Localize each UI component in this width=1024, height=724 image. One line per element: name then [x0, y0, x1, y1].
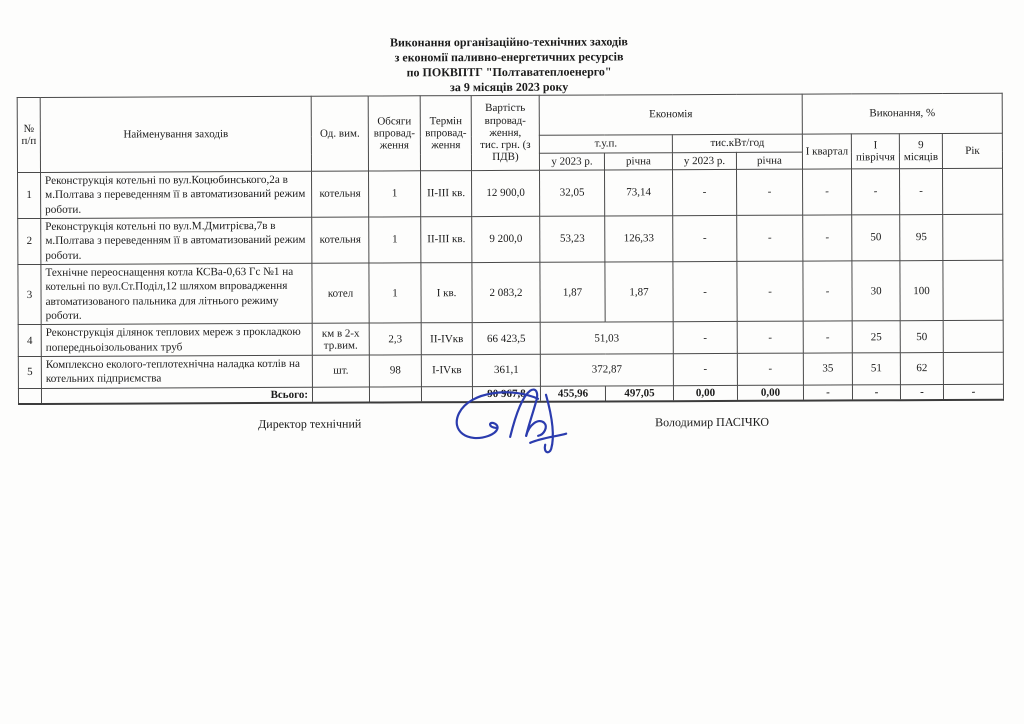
signature-ink	[457, 389, 567, 452]
cell: -	[803, 261, 852, 322]
cell: 372,87	[540, 354, 673, 386]
signer-position-label: Директор технічний	[258, 416, 362, 432]
col-header-tup-annual: річна	[604, 153, 672, 170]
signature-block	[0, 381, 1024, 465]
cell: 455,96	[540, 386, 605, 402]
cell: 1	[369, 217, 421, 263]
table-body	[18, 168, 1004, 404]
cell: 50	[900, 321, 943, 353]
cell: Реконструкція котельні по вул.Коцюбинського,2а в м.Полтава з переведенням її в автоматизований режим роботи.	[41, 171, 312, 218]
cell: Технічне переоснащення котла КСВа-0,63 Гс №1 на котельні по вул.Ст.Поділ,12 шляхом впровадження автоматизованого пальника для літнього режиму роботи.	[41, 263, 312, 324]
cell: -	[673, 215, 737, 261]
title-line-3: по ПОКВПТГ "Полтаватеплоенерго"	[406, 64, 612, 80]
cell: 35	[803, 353, 852, 385]
cell: 32,05	[540, 170, 605, 216]
cell: 3	[18, 264, 41, 324]
cell: 1	[369, 171, 421, 217]
cell: -	[673, 261, 737, 322]
cell: -	[900, 169, 943, 215]
cell	[943, 260, 1003, 321]
cell: Всього:	[41, 387, 312, 404]
cell: 361,1	[472, 354, 540, 386]
cell: -	[852, 384, 900, 400]
cell: ІІ-ІІІ кв.	[421, 217, 472, 263]
col-header-kwh-annual: річна	[736, 152, 802, 169]
cell: 100	[900, 260, 943, 320]
table-row	[18, 321, 1003, 357]
cell: -	[737, 353, 803, 385]
cell: 51,03	[540, 322, 673, 354]
cell: 2 083,2	[472, 262, 540, 323]
cell: 9 200,0	[472, 216, 540, 262]
cell: 62	[900, 352, 943, 384]
cell: 1	[369, 263, 421, 324]
cell: 95	[900, 215, 943, 261]
cell: 2	[18, 218, 41, 264]
col-header-num: № п/п	[17, 97, 40, 172]
col-header-economy: Економія	[539, 94, 802, 135]
cell: -	[943, 384, 1003, 400]
document-title	[16, 33, 1001, 97]
cell: -	[737, 215, 803, 261]
cell: -	[803, 385, 852, 401]
cell: котельня	[312, 171, 369, 217]
cell: 90 967,8	[472, 386, 540, 402]
cell: І кв.	[421, 263, 472, 324]
cell: котел	[312, 263, 369, 324]
cell: -	[673, 322, 737, 354]
cell	[943, 321, 1003, 353]
cell: -	[673, 353, 737, 385]
cell: котельня	[312, 217, 369, 263]
col-header-q1: І квартал	[802, 134, 851, 169]
cell: 98	[369, 355, 421, 387]
cell: 0,00	[737, 385, 803, 401]
cell: 1	[18, 172, 41, 218]
cell	[943, 214, 1003, 260]
cell: 51	[852, 353, 900, 385]
cell: -	[737, 261, 803, 322]
col-header-m9: 9 місяців	[899, 134, 942, 169]
cell: 50	[852, 215, 900, 261]
cell: І-IVкв	[421, 355, 472, 387]
col-header-name: Найменування заходів	[40, 96, 311, 172]
measures-table	[17, 93, 1004, 405]
table-header	[17, 93, 1002, 172]
title-line-4: за 9 місяців 2023 року	[449, 79, 569, 95]
cell: -	[737, 169, 803, 215]
cell: -	[803, 215, 852, 261]
col-header-tup-2023: у 2023 р.	[539, 153, 604, 170]
cell: 4	[18, 325, 41, 357]
cell: 1,87	[540, 262, 605, 323]
col-header-h1: І півріччя	[851, 134, 899, 169]
cell: -	[737, 321, 803, 353]
title-line-2: з економії паливно-енергетичних ресурсів	[394, 49, 624, 65]
col-header-kwh-2023: у 2023 р.	[672, 152, 736, 169]
cell: 1,87	[605, 262, 673, 323]
cell: 126,33	[605, 216, 673, 262]
cell: 0,00	[673, 385, 737, 401]
cell: км в 2-х тр.вим.	[312, 323, 369, 355]
cell: шт.	[312, 355, 369, 387]
cell: 12 900,0	[472, 170, 540, 216]
table-row	[18, 260, 1003, 325]
cell: 497,05	[605, 385, 673, 401]
cell	[943, 352, 1003, 384]
cell: Реконструкція ділянок теплових мереж з прокладкою попередньоізольованих труб	[41, 324, 312, 357]
cell: -	[803, 321, 852, 353]
cell: ІІ-IVкв	[421, 323, 472, 355]
cell: -	[900, 384, 943, 400]
col-header-kwh: тис.кВт/год	[672, 134, 802, 153]
cell: ІІ-ІІІ кв.	[421, 171, 472, 217]
signer-name-label: Володимир ПАСІЧКО	[655, 414, 770, 430]
cell: -	[673, 169, 737, 215]
cell: 53,23	[540, 216, 605, 262]
col-header-volume: Обсяги впровад- ження	[368, 96, 420, 171]
cell: 73,14	[605, 170, 673, 216]
col-header-execution: Виконання, %	[802, 93, 1002, 134]
col-header-tup: т.у.п.	[539, 135, 672, 154]
col-header-unit: Од. вим.	[311, 96, 368, 171]
cell: 2,3	[369, 323, 421, 355]
cell: 30	[852, 261, 900, 322]
col-header-year: Рік	[942, 133, 1002, 168]
cell: 66 423,5	[472, 323, 540, 355]
table-row	[18, 168, 1003, 218]
col-header-cost: Вартість впровад- ження, тис. грн. (з ПДВ)	[471, 95, 539, 170]
title-line-1: Виконання організаційно-технічних заходів	[389, 34, 628, 50]
cell: Реконструкція котельні по вул.М.Дмитрієва,7в в м.Полтава з переведенням її в автоматизований режим роботи.	[41, 217, 312, 264]
cell: Комплексно еколого-теплотехнічна наладка котлів на котельних підприємства	[41, 355, 312, 388]
cell	[943, 168, 1003, 214]
cell: 5	[18, 356, 41, 388]
cell: -	[803, 169, 852, 215]
handwritten-signature	[450, 385, 582, 458]
col-header-term: Термін впровад- ження	[420, 96, 471, 171]
table-row	[18, 214, 1003, 264]
cell: 25	[852, 321, 900, 353]
cell: -	[852, 169, 900, 215]
